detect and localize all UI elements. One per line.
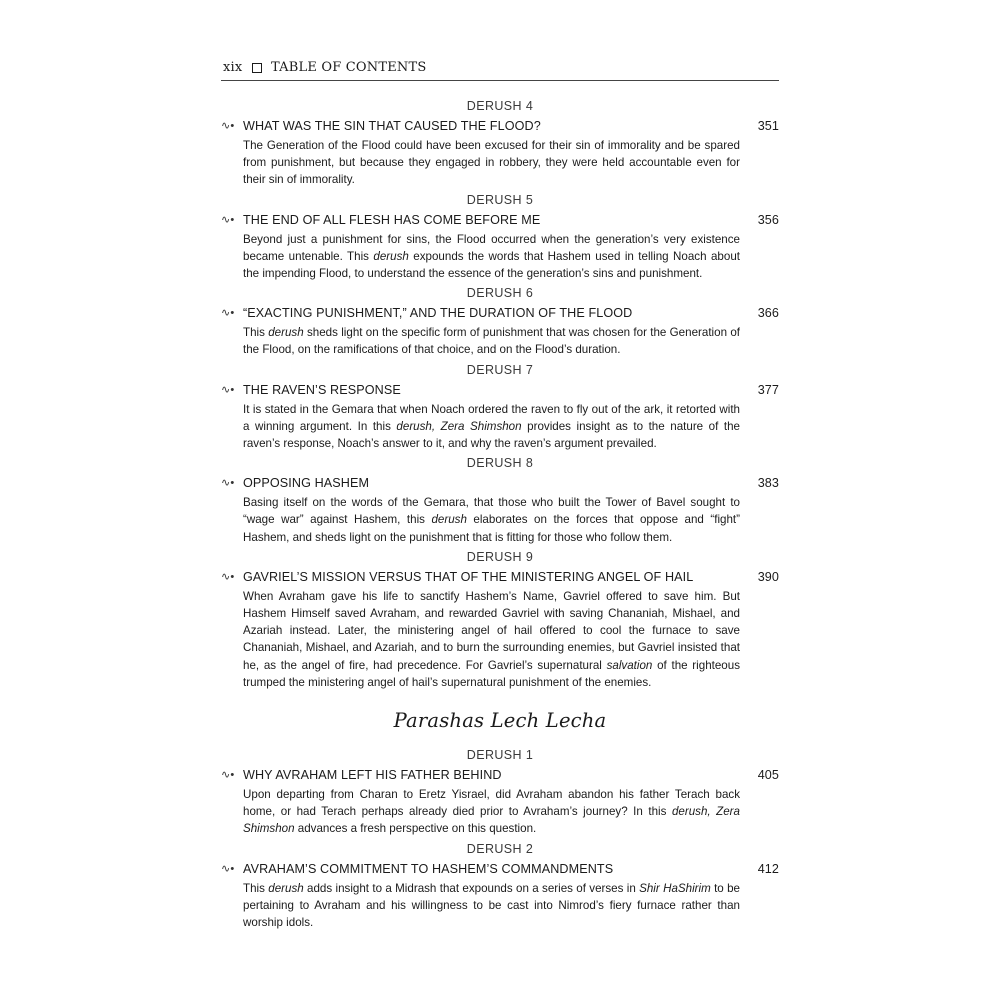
description-text: of the righteous trumped the ministering angel of hail’s supernatural punishment of the enemies. <box>243 658 741 689</box>
toc-entry <box>221 193 779 283</box>
entry-description <box>243 401 740 453</box>
description-text: to be pertaining to Avraham and his willingness to be cast into Nimrod’s fiery furnace rather than worship idols. <box>243 881 740 930</box>
entry-page-number: 390 <box>757 569 779 584</box>
entry-title-row[interactable] <box>221 117 779 135</box>
entry-title: WHY AVRAHAM LEFT HIS FATHER BEHIND <box>243 768 502 783</box>
toc-entry <box>221 363 779 453</box>
description-text: It is stated in the Gemara that when Noach ordered the raven to fly out of the ark, it retorted with a winning argument. In this <box>243 402 740 433</box>
italic-term: derush <box>373 249 409 263</box>
description-text: advances a fresh perspective on this question. <box>294 822 537 836</box>
derush-label: DERUSH 6 <box>466 286 534 301</box>
entry-page-number: 377 <box>757 382 779 397</box>
toc-content <box>221 96 779 935</box>
entry-title-row[interactable] <box>221 766 779 784</box>
flourish-bullet-icon: ∿• <box>221 769 235 782</box>
italic-term: derush <box>268 326 304 340</box>
flourish-bullet-icon: ∿• <box>221 307 235 320</box>
italic-term: derush <box>268 881 304 895</box>
derush-label: DERUSH 9 <box>466 549 534 564</box>
derush-label: DERUSH 5 <box>466 192 534 207</box>
description-text: This <box>243 326 269 340</box>
entry-page-number: 383 <box>757 476 779 491</box>
flourish-bullet-icon: ∿• <box>221 383 235 396</box>
toc-entry <box>221 550 779 691</box>
running-head-title: TABLE OF CONTENTS <box>271 60 427 75</box>
running-head <box>221 58 779 81</box>
entry-title-row[interactable] <box>221 381 779 399</box>
derush-label: DERUSH 8 <box>466 456 534 471</box>
italic-term: derush, Zera Shimshon <box>396 419 522 433</box>
toc-group-noach <box>221 99 779 691</box>
toc-entry <box>221 842 779 932</box>
italic-term: derush <box>431 513 467 527</box>
description-text: expounds the words that Hashem used in telling Noach about the impending Flood, to understand the essence of the generation’s sins and punishment. <box>243 249 740 281</box>
entry-title: GAVRIEL’S MISSION VERSUS THAT OF THE MINISTERING ANGEL OF HAIL <box>243 569 694 584</box>
entry-description <box>243 324 740 358</box>
description-text: provides insight as to the nature of the raven’s response, Noach’s answer to it, and why the raven’s argument prevailed. <box>243 419 741 451</box>
square-ornament-icon <box>252 63 262 73</box>
entry-description <box>243 880 740 932</box>
entry-description <box>243 786 740 838</box>
description-text: Beyond just a punishment for sins, the Flood occurred when the generation’s very existence became untenable. This <box>243 232 740 263</box>
italic-term: salvation <box>606 658 653 672</box>
toc-group-lech-lecha <box>221 748 779 931</box>
entry-title-row[interactable] <box>221 211 779 229</box>
entry-page-number: 405 <box>757 768 779 783</box>
entry-title: AVRAHAM’S COMMITMENT TO HASHEM’S COMMANDMENTS <box>243 861 614 876</box>
entry-description <box>243 231 740 283</box>
description-text: When Avraham gave his life to sanctify Hashem’s Name, Gavriel offered to save him. But Hashem Himself saved Avraham, and rewarded Gavriel with saving Chananiah, Mishael, and Azariah instead. Later, the ministering angel of hail offered to cool the furnace to save Chananiah, Mishael, and Azariah, and to burn the surrounding enemies, but Gavriel insisted that he, as the angel of fire, had precedence. For Gavriel’s supernatural <box>243 589 740 672</box>
description-text: sheds light on the specific form of punishment that was chosen for the Generation of the Flood, on the ramifications of that choice, and on the Flood’s duration. <box>243 326 740 357</box>
entry-title: THE RAVEN’S RESPONSE <box>243 382 401 397</box>
page-folio: xix <box>223 60 243 75</box>
flourish-bullet-icon: ∿• <box>221 213 235 226</box>
flourish-bullet-icon: ∿• <box>221 570 235 583</box>
flourish-bullet-icon: ∿• <box>221 862 235 875</box>
toc-entry <box>221 286 779 358</box>
entry-title: WHAT WAS THE SIN THAT CAUSED THE FLOOD? <box>243 119 541 133</box>
entry-page-number: 412 <box>757 861 779 876</box>
entry-title-row[interactable] <box>221 860 779 878</box>
description-text: This <box>243 881 269 895</box>
entry-page-number: 366 <box>757 306 779 321</box>
entry-title-row[interactable] <box>221 568 779 586</box>
derush-label: DERUSH 2 <box>466 841 534 856</box>
toc-entry <box>221 456 779 546</box>
description-text: The Generation of the Flood could have been excused for their sin of immorality and be spared from punishment, but because they engaged in robbery, they were held accountable even for their sin of immorality. <box>243 139 740 187</box>
flourish-bullet-icon: ∿• <box>221 477 235 490</box>
section-title: Parashas Lech Lecha <box>393 709 607 733</box>
italic-term: derush, Zera Shimshon <box>243 805 740 836</box>
entry-description <box>243 137 740 189</box>
entry-page-number: 356 <box>757 212 779 227</box>
entry-title: THE END OF ALL FLESH HAS COME BEFORE ME <box>243 212 541 227</box>
description-text: Basing itself on the words of the Gemara, that those who built the Tower of Bavel sought to “wage war” against Hashem, this <box>243 496 740 527</box>
entry-title-row[interactable] <box>221 304 779 322</box>
derush-label: DERUSH 7 <box>466 362 534 377</box>
entry-description <box>243 588 740 691</box>
description-text: adds insight to a Midrash that expounds on a series of verses in <box>303 881 640 895</box>
description-text: elaborates on the forces that oppose and “fight” Hashem, and sheds light on the punishment that is fitting for those who follow them. <box>243 513 740 544</box>
entry-title-row[interactable] <box>221 474 779 492</box>
derush-label: DERUSH 1 <box>466 748 534 763</box>
entry-description <box>243 494 740 546</box>
description-text: Upon departing from Charan to Eretz Yisrael, did Avraham abandon his father Terach back home, or had Terach perhaps already died prior to Avraham’s journey? In this <box>243 788 740 819</box>
entry-title: OPPOSING HASHEM <box>243 476 370 491</box>
entry-page-number: 351 <box>757 119 779 133</box>
derush-label: DERUSH 4 <box>466 99 534 113</box>
toc-entry <box>221 748 779 838</box>
entry-title: “EXACTING PUNISHMENT,” AND THE DURATION OF THE FLOOD <box>243 306 633 321</box>
flourish-bullet-icon: ∿• <box>221 120 235 132</box>
italic-term: Shir HaShirim <box>639 881 711 895</box>
toc-entry <box>221 99 779 189</box>
